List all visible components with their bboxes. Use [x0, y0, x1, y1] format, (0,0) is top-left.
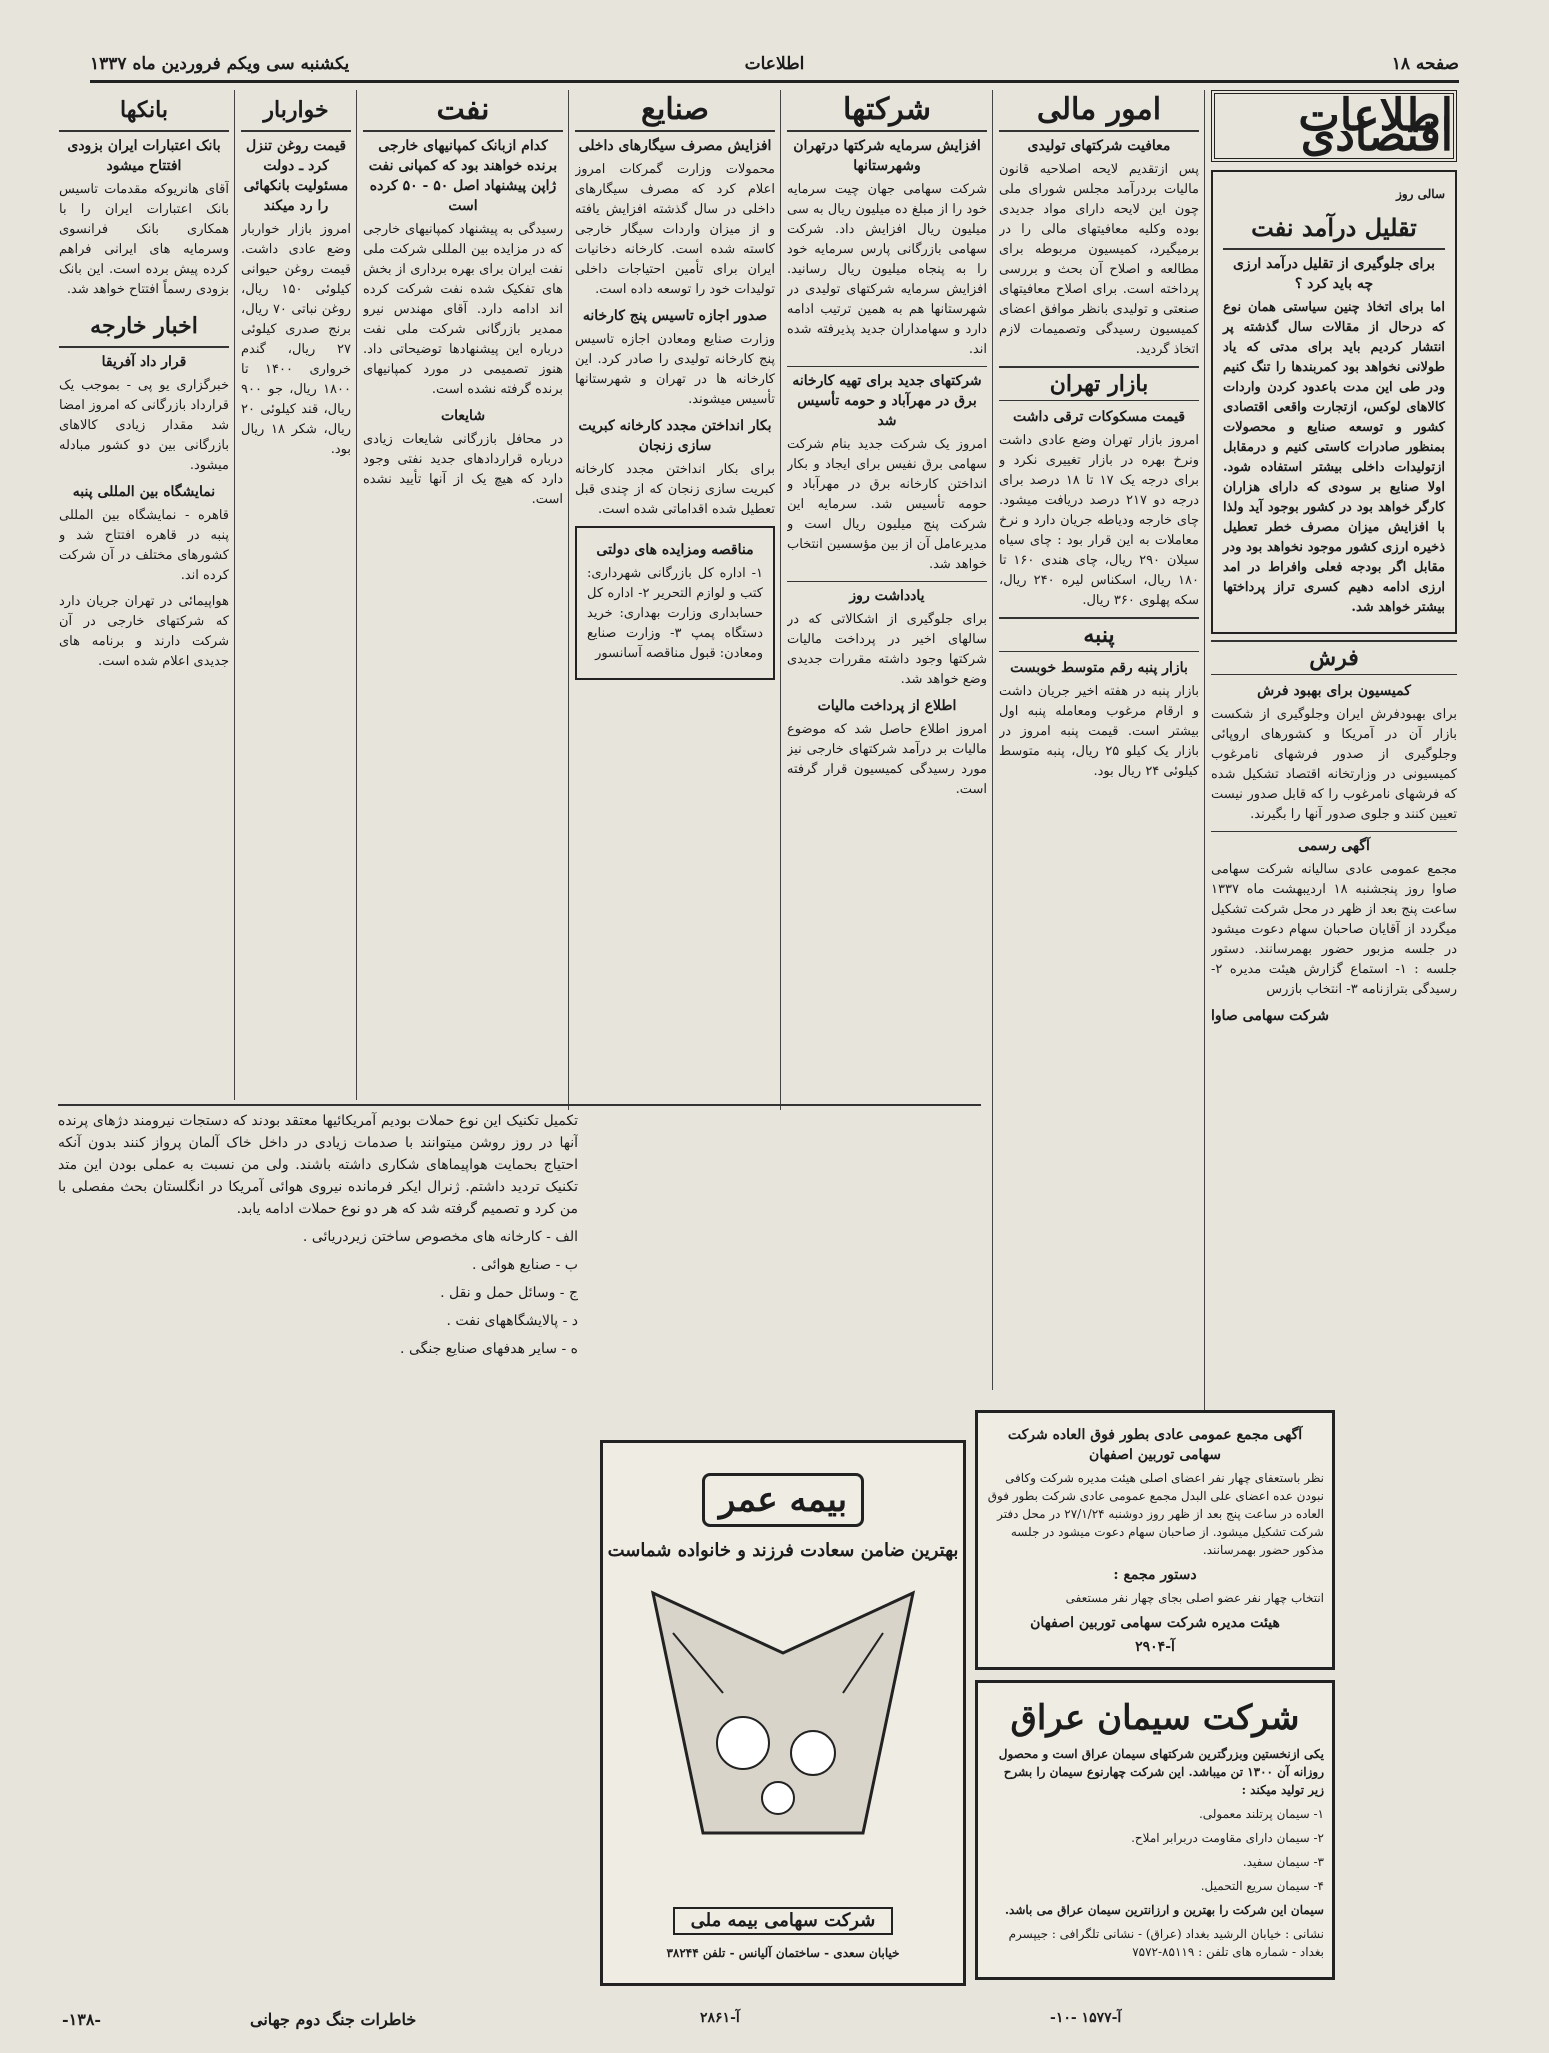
memoir-item: الف - کارخانه های مخصوص ساختن زیردریائی .: [302, 1229, 578, 1245]
companies-body4: امروز اطلاع حاصل شد که موضوع مالیات بر درآمد شرکتهای خارجی نیز مورد رسیدگی کمیسیون قرار گرفته است.: [787, 722, 987, 797]
insurance-ad: [600, 1440, 966, 1986]
cotton-fair-title: نمایشگاه بین المللی پنبه: [72, 484, 216, 500]
industry-body3: برای بکار انداختن مجدد کارخانه کبریت سازی زنجان که از چندی قبل تعطیل شده اقداماتی شده است.: [575, 462, 775, 517]
meeting-notice-ad: [975, 1410, 1335, 1670]
column-rule: [356, 90, 357, 1100]
oil-body2: در محافل بازرگانی شایعات زیادی درباره قراردادهای جدید نفتی وجود دارد که هیچ یک از آنها تأیید نشده است.: [363, 432, 563, 507]
carpet-subheading: کمیسیون برای بهبود فرش: [1257, 683, 1411, 699]
industry-sub2: صدور اجازه تاسیس پنج کارخانه: [582, 308, 768, 324]
insurance-headline: بیمه عمر: [702, 1473, 864, 1527]
memoir-item: ب - صنایع هوائی .: [472, 1257, 578, 1273]
industry-sub1: افزایش مصرف سیگارهای داخلی: [578, 138, 772, 154]
memoir-body: تکمیل تکنیک این نوع حملات بودیم آمریکائیها معتقد بودند که دستجات نیرومند دژهای پرنده آنها در روز روشن میتوانند با صدمات زیادی در داخل خاک آلمان پرواز کنند بدون آنکه احتیاج بحمایت هواپیماهای شکاری داشته باشند. ولی من نسبت به عملی بودن این متد تکنیک تردید داشتم. ژنرال ایکر فرمانده نیروی هوائی آمریکا در انگلستان بحث مفصلی با من کرد و تصمیم گرفته شد که هر دو نوع حملات ادامه یابد.: [58, 1113, 578, 1217]
companies-body2: امروز یک شرکت جدید بنام شرکت سهامی برق نفیس برای ایجاد و بکار انداختن کارخانه برق در مهرآباد و حومه تأسیس شد. سرمایه این شرکت پنج میلیون ریال است و مدیرعامل آن از بین مؤسسین انتخاب خواهد شد.: [787, 437, 987, 572]
memoir-footer-title: خاطرات جنگ دوم جهانی: [250, 2010, 417, 2029]
finance-body1: پس ازتقدیم لایحه اصلاحیه قانون مالیات بردرآمد مجلس شورای ملی چون این لایحه دارای مواد جدیدی بوده وکلیه معافیتهای مالی را در برمیگیرد، کمیسیون مربوطه برای مطالعه و اصلاح آن بحث و بررسی پرداخته است. برای اصلاح معافیتهای صنعتی و تولیدی بانظر موافق اعضای کمیسیون رسیدگی وتصمیمات لازم اتخاذ گردید.: [999, 162, 1199, 357]
cement-code: آ-۱۵۷۷ -۱۰-: [1050, 2010, 1122, 2026]
oil-sub1: کدام ازبانک کمپانیهای خارجی برنده خواهند بود که کمپانی نفت ژاپن پیشنهاد اصل ۵۰ - ۵۰ کرده است: [368, 138, 558, 214]
cement-item: ۱- سیمان پرتلند معمولی.: [1198, 1807, 1324, 1821]
memoir-item: ه - سایر هدفهای صنایع جنگی .: [400, 1341, 578, 1357]
companies-sub3: یادداشت روز: [787, 581, 987, 606]
column-banks: [59, 90, 229, 1100]
cement-headline: شرکت سیمان عراق: [1010, 1698, 1300, 1738]
column-rule: [568, 90, 569, 1110]
issue-date: یکشنبه سی ویکم فروردین ماه ۱۳۳۷: [90, 54, 350, 74]
editorial-body: اما برای اتخاذ چنین سیاستی همان نوع که درحال از مقالات سال گذشته پر انتشار کردیم باید برای مدتی که یاد طولانی نخواهد بود کمربندها را تنگ کنیم ودر طی این مدت باعدود کردن واردات کالاهای لوکس، ازتجارت واقعی اقتصادی کشور و توسعه صنایع و محصولات بمنظور صادرات کاستی کنیم و درمقابل ازتولیدات داخلی بیشتر استفاده شود. اولا صنایع بر سودی که دارای هزاران کارگر خواهد بود در کشور بوجود آید ولذا با افزایش میزان مصرف خطر تعطیل ذخیره ارزی کشور موجود نخواهد بود ودر مقابل اگر بودجه فعلی وافراط در امد ارزی ادامه دهیم کسری تراز پرداختها بیشتر خواهد شد.: [1223, 300, 1445, 615]
carpet-body: برای بهبودفرش ایران وجلوگیری از شکست بازار آن در آمریکا و کشورهای اروپائی وجلوگیری از صدور فرشهای نامرغوب کمیسیونی در وزارتخانه اقتصاد تشکیل شده که فرشهای نامرغوب را که قابل صدور نیست تعیین کنند و جلوی صدور آنها را بگیرند.: [1211, 707, 1457, 822]
memoir-item: ج - وسائل حمل و نقل .: [440, 1285, 578, 1301]
industry-sub3: بکار انداختن مجدد کارخانه کبریت سازی زنجان: [578, 418, 772, 454]
companies-body1: شرکت سهامی جهان چیت سرمایه خود را از مبلغ ده میلیون ریال به سی میلیون ریال افزایش داد. شرکت سهامی بازرگانی پارس سرمایه خود را به پنجاه میلیون ریال رسانید. افزایش سرمایه شرکتهای تولیدی در شهرستانها هم به همین ترتیب ادامه دارد و سهامداران جدید پذیرفته شده اند.: [787, 182, 987, 357]
notice-title: آگهی رسمی: [1211, 831, 1457, 856]
tehran-market-body: امروز بازار تهران وضع عادی داشت ونرخ بهره در بازار تغییری نکرد و برای درجه یک ۱۷ تا ۱۸ درصد برای درجه دو ۲۱۷ درصد دریافت میشود. چای خارجه ودیاطه جریان دارد و نرخ معاملات به این قرار بود : چای سیاه سیلان ۲۹۰ ریال، چای هندی ۱۶۰ تا ۱۸۰ ریال، اسکناس لیره ۲۴۰ ریال، سکه پهلوی ۳۶۰ ریال.: [999, 433, 1199, 608]
industry-body2: وزارت صنایع ومعادن اجازه تاسیس پنج کارخانه تولیدی را صادر کرد. این کارخانه ها در تهران و شهرستانها تأسیس میشوند.: [575, 332, 775, 407]
banks-title: بانکها: [59, 90, 229, 132]
memoir-section: [58, 1110, 578, 1980]
banks-sub1: بانک اعتبارات ایران بزودی افتتاح میشود: [67, 138, 221, 174]
companies-title: شرکتها: [787, 90, 987, 132]
finance-sub1: معافیت شرکتهای تولیدی: [1027, 138, 1171, 154]
meeting-title: آگهی مجمع عمومی عادی بطور فوق العاده شرکت سهامی توربین اصفهان: [1007, 1427, 1303, 1463]
family-illustration: [633, 1573, 933, 1873]
editorial-subtitle: برای جلوگیری از تقلیل درآمد ارزی چه باید کرد ؟: [1232, 256, 1436, 292]
column-rule: [780, 90, 781, 1110]
cotton-fair-body: قاهره - نمایشگاه بین المللی پنبه در قاهره افتتاح شد و کشورهای مختلف در آن شرکت کرده اند.: [59, 508, 229, 583]
companies-sub1: افزایش سرمایه شرکتها درتهران وشهرستانها: [793, 138, 981, 174]
groceries-title: خواربار: [241, 90, 351, 132]
tehran-market-heading: بازار تهران: [999, 366, 1199, 401]
notice-body: مجمع عمومی عادی سالیانه شرکت سهامی صاوا روز پنجشنبه ۱۸ اردیبهشت ماه ۱۳۳۷ ساعت پنج بعد از ظهر در محل شرکت تشکیل میگردد از آقایان صاحبان سهام دعوت میشود در جلسه مزبور حضور بهمرسانند. دستور جلسه : ۱- استماع گزارش هیئت مدیره ۲- رسیدگی بترازنامه ۳- انتخاب بازرس: [1211, 862, 1457, 997]
column-groceries: [241, 90, 351, 1100]
aviation-body: هواپیمائی در تهران جریان دارد که شرکتهای خارجی در آن شرکت دارند و برنامه های جدیدی اعلام شده است.: [59, 594, 229, 669]
memoir-footer-number: -۱۳۸-: [62, 2010, 102, 2029]
cement-item: ۴- سیمان سریع التحمیل.: [1200, 1879, 1324, 1893]
column-finance: [999, 90, 1199, 1390]
page-label: صفحه ۱۸: [1391, 54, 1459, 74]
column-companies: [787, 90, 987, 1390]
insurance-tagline: بهترین ضامن سعادت فرزند و خانواده شماست: [607, 1540, 959, 1561]
insurance-code: آ-۲۸۶۱: [700, 2010, 740, 2026]
column-economy: [1211, 90, 1457, 1550]
oil-title: نفت: [363, 90, 563, 132]
column-rule: [992, 90, 993, 1390]
banks-body1: آقای هانریوکه مقدمات تاسیس بانک اعتبارات ایران را با همکاری بانک فرانسوی وسرمایه های ایرانی فراهم کرده پیش برده است. این بانک بزودی رسماً افتتاح خواهد شد.: [59, 182, 229, 297]
meeting-agenda-title: دستور مجمع :: [1113, 1567, 1197, 1583]
column-industry: [575, 90, 775, 1100]
meeting-code: آ-۲۹۰۴: [1135, 1639, 1175, 1655]
companies-sub4: اطلاع از پرداخت مالیات: [817, 698, 957, 714]
section-masthead: اطلاعات اقتصادی: [1211, 90, 1457, 162]
cotton-body: بازار پنبه در هفته اخیر جریان داشت و ارقام مرغوب ومعامله پنبه اول بیشتر است. قیمت پنبه امروز در بازار یک کیلو ۲۵ ریال، پنبه متوسط کیلوئی ۲۴ ریال بود.: [999, 684, 1199, 779]
tenders-body: ۱- اداره کل بازرگانی شهرداری: کتب و لوازم التحریر ۲- اداره کل حسابداری وزارت بهداری: خرید دستگاه پمپ ۳- وزارت صنایع ومعادن: قبول مناقصه آسانسور: [587, 566, 763, 661]
notice-signature: شرکت سهامی صاوا: [1211, 1008, 1330, 1024]
horizontal-rule: [58, 1104, 981, 1106]
meeting-agenda: انتخاب چهار نفر عضو اصلی بجای چهار نفر مستعفی: [1065, 1591, 1324, 1605]
foreign-news-body: خبرگزاری یو پی - بموجب یک قرارداد بازرگانی که امروز امضا شد مقدار زیادی کالاهای بازرگانی بین دو کشور مبادله میشود.: [59, 378, 229, 473]
meeting-body: نظر باستعفای چهار نفر اعضای اصلی هیئت مدیره شرکت وکافی نبودن عده اعضای علی البدل مجمع عمومی عادی شرکت بطور فوق العاده در ساعت پنج بعد از ظهر روز دوشنبه ۲۷/۱/۲۴ در محل دفتر شرکت تشکیل میشود. از صاحبان سهام دعوت میشود در جلسه مذکور حضور بهمرسانند.: [987, 1471, 1324, 1557]
cotton-heading: پنبه: [999, 617, 1199, 652]
tenders-box: [575, 526, 775, 680]
meeting-signature: هیئت مدیره شرکت سهامی توربین اصفهان: [1030, 1615, 1280, 1631]
cement-note: سیمان این شرکت را بهترین و ارزانترین سیمان عراق می باشد.: [1004, 1903, 1324, 1917]
cotton-sub: بازار پنبه رقم متوسط خوبست: [1010, 660, 1188, 676]
foreign-news-title: اخبار خارجه: [59, 306, 229, 348]
cement-item: ۳- سیمان سفید.: [1242, 1855, 1324, 1869]
column-rule: [1204, 90, 1205, 1550]
industry-body1: محمولات وزارت گمرکات امروز اعلام کرد که مصرف سیگارهای داخلی در سال گذشته افزایش یافته و از میزان واردات سیگار خارجی کاسته شده است. کارخانه دخانیات ایران برای تأمین احتیاجات داخلی تولیدات خود را توسعه داده است.: [575, 162, 775, 297]
tehran-market-sub: قیمت مسکوکات ترقی داشت: [1012, 409, 1186, 425]
foreign-news-sub: قرار داد آفریقا: [101, 354, 187, 370]
industry-title: صنایع: [575, 90, 775, 132]
editorial-box: [1211, 170, 1457, 634]
memoir-item: د - پالایشگاههای نفت .: [446, 1313, 578, 1329]
cement-item: ۲- سیمان دارای مقاومت دربرابر املاح.: [1131, 1831, 1324, 1845]
companies-sub2: شرکتهای جدید برای تهیه کارخانه برق در مهرآباد و حومه تأسیس شد: [787, 366, 987, 431]
cement-ad: [975, 1680, 1335, 1980]
paper-name: اطلاعات: [744, 54, 805, 74]
editorial-title: تقلیل درآمد نفت: [1223, 208, 1445, 250]
cement-body: یکی ازنخستین وبزرگترین شرکتهای سیمان عراق است و محصول روزانه آن ۱۳۰۰ تن میباشد. این شرکت چهارنوع سیمان را بشرح زیر تولید میکند :: [998, 1747, 1324, 1797]
finance-title: امور مالی: [999, 90, 1199, 132]
insurance-company: شرکت سهامی بیمه ملی: [673, 1907, 894, 1935]
cement-contact: نشانی : خیابان الرشید بغداد (عراق) - نشانی تلگرافی : جیپسرم بغداد - شماره های تلفن : ۸۵۱۱۹-۷۵۷۲: [1008, 1927, 1324, 1959]
column-rule: [234, 90, 235, 1100]
groceries-sub1: قیمت روغن تنزل کرد ـ دولت مسئولیت بانکهائی را رد میکند: [243, 138, 349, 214]
column-oil: [363, 90, 563, 1100]
oil-sub2: شایعات: [440, 408, 486, 424]
page-header: [90, 52, 1459, 83]
oil-body1: رسیدگی به پیشنهاد کمپانیهای خارجی که در مزایده بین المللی شرکت ملی نفت ایران برای بهره برداری از بخش های تفکیک شده نفت شرکت کرده اند ادامه دارد. آقای مهندس نیرو ممدیر بازرگانی شرکت ملی نفت درباره این پیشنهادها توضیحاتی داد. هنوز تصمیمی در مورد کمپانیهای برنده گرفته نشده است.: [363, 222, 563, 397]
groceries-body1: امروز بازار خواربار وضع عادی داشت. قیمت روغن حیوانی کیلوئی ۱۵۰ ریال، روغن نباتی ۷۰ ریال، برنج صدری کیلوئی ۲۷ ریال، گندم خرواری ۱۴۰۰ تا ۱۸۰۰ ریال، جو ۹۰۰ ریال، قند کیلوئی ۲۰ ریال، شکر ۱۸ ریال بود.: [241, 222, 351, 457]
editorial-kicker: سالی روز: [1396, 187, 1445, 201]
insurance-address: خیابان سعدی - ساختمان آلیانس - تلفن ۳۸۲۴۴: [666, 1946, 900, 1960]
companies-body3: برای جلوگیری از اشکالاتی که در سالهای اخیر در پرداخت مالیات شرکتها وجود داشته مقررات جدیدی وضع خواهد شد.: [787, 612, 987, 687]
carpet-heading: فرش: [1211, 640, 1457, 675]
tenders-title: مناقصه ومزایده های دولتی: [596, 542, 754, 558]
